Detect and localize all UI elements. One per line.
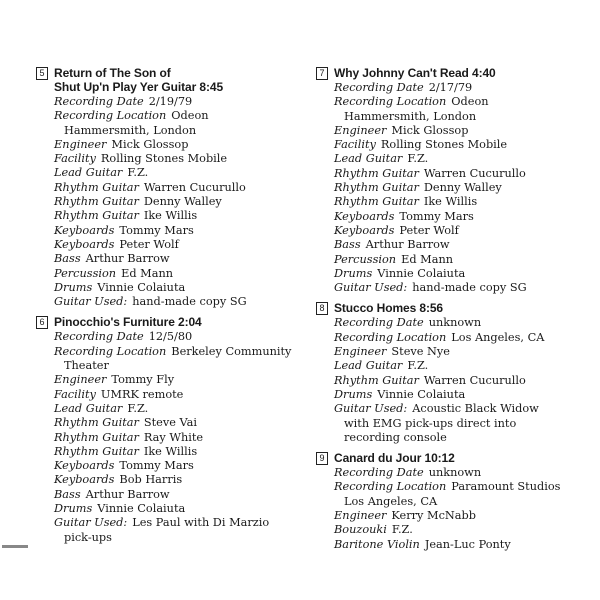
- credits-list: [36, 330, 292, 544]
- credit-value: Ike Willis: [423, 195, 478, 209]
- credit-role: Rhythm Guitar: [54, 430, 139, 444]
- credit-role: Recording Location: [334, 330, 447, 344]
- credit-value: hand-made copy SG: [132, 295, 247, 309]
- credit-line: [316, 281, 572, 295]
- track-title-line: Return of The Son of: [54, 66, 171, 80]
- credit-line: [316, 152, 572, 166]
- credit-value: Jean-Luc Ponty: [424, 537, 511, 551]
- credit-line: [316, 509, 572, 523]
- credit-value: Warren Cucurullo: [143, 180, 246, 194]
- track-title-line: Why Johnny Can't Read 4:40: [334, 66, 496, 80]
- credit-value: Steve Vai: [143, 416, 197, 430]
- credit-role: Percussion: [54, 266, 117, 280]
- credit-value: 12/5/80: [148, 330, 193, 344]
- credit-role: Recording Location: [54, 344, 167, 358]
- credit-value: unknown: [428, 316, 482, 330]
- credit-value: Bob Harris: [119, 473, 183, 487]
- credit-value: Ike Willis: [143, 444, 198, 458]
- credit-value: Peter Wolf: [399, 223, 459, 237]
- credit-line: [36, 431, 292, 445]
- credit-value: Vinnie Colaiuta: [97, 502, 186, 516]
- credit-role: Keyboards: [334, 209, 395, 223]
- credit-role: Recording Date: [54, 95, 144, 108]
- credit-role: Lead Guitar: [334, 152, 403, 166]
- track-6: [36, 315, 292, 544]
- track-header: [316, 451, 572, 465]
- credit-role: Recording Location: [334, 480, 447, 494]
- credit-role: Rhythm Guitar: [334, 166, 419, 180]
- credit-continuation: with EMG pick-ups direct into: [344, 416, 517, 430]
- credit-value: Kerry McNabb: [391, 509, 476, 523]
- credit-line: [36, 416, 292, 430]
- credit-role: Keyboards: [54, 459, 115, 473]
- track-title: [334, 66, 496, 80]
- track-title: [334, 451, 455, 465]
- credit-role: Rhythm Guitar: [54, 209, 139, 223]
- credit-value: Ike Willis: [143, 209, 198, 223]
- track-title-line: Pinocchio's Furniture 2:04: [54, 315, 202, 330]
- credit-role: Lead Guitar: [334, 359, 403, 373]
- credit-value: Vinnie Colaiuta: [377, 266, 466, 280]
- credit-role: Facility: [54, 152, 96, 166]
- credit-role: Keyboards: [54, 473, 115, 487]
- credit-value: F.Z.: [407, 359, 429, 373]
- credit-value: 2/17/79: [428, 81, 473, 94]
- credit-line: [36, 459, 292, 473]
- credit-line: [36, 295, 292, 309]
- credit-value: Tommy Mars: [119, 459, 194, 473]
- credit-line: [316, 138, 572, 152]
- credit-continuation: Hammersmith, London: [344, 109, 477, 123]
- credit-role: Engineer: [334, 123, 387, 137]
- credit-role: Rhythm Guitar: [334, 195, 419, 209]
- credit-role: Lead Guitar: [54, 401, 123, 415]
- credit-value: 2/19/79: [148, 95, 193, 108]
- credit-role: Facility: [54, 387, 96, 401]
- credit-value: unknown: [428, 466, 482, 480]
- credit-line: [36, 238, 292, 252]
- track-number-box: 8: [316, 302, 328, 315]
- credit-value: Denny Walley: [423, 181, 502, 195]
- credit-line: [316, 124, 572, 138]
- credit-value: Odeon: [171, 109, 209, 123]
- credit-role: Bass: [54, 252, 81, 266]
- credit-role: Recording Date: [334, 466, 424, 480]
- credit-line: [36, 181, 292, 195]
- credit-value: Ray White: [143, 430, 204, 444]
- credit-value: Ed Mann: [121, 266, 174, 280]
- credit-role: Rhythm Guitar: [334, 181, 419, 195]
- credit-line: [36, 388, 292, 402]
- credit-role: Engineer: [334, 345, 387, 359]
- credit-role: Drums: [54, 280, 93, 294]
- credit-value: Arthur Barrow: [85, 252, 170, 266]
- credit-value: Los Angeles, CA: [451, 330, 545, 344]
- credit-value: Odeon: [451, 95, 489, 109]
- credit-value: Paramount Studios: [451, 480, 561, 494]
- credit-role: Engineer: [54, 373, 107, 387]
- track-title: [54, 315, 202, 329]
- track-header: [316, 301, 572, 315]
- credit-line: [316, 374, 572, 388]
- credit-role: Facility: [334, 138, 376, 152]
- credit-role: Rhythm Guitar: [54, 195, 139, 209]
- credit-role: Bass: [54, 487, 81, 501]
- credit-role: Guitar Used:: [334, 402, 408, 416]
- credit-line: [316, 402, 572, 416]
- credit-line: [36, 373, 292, 387]
- credit-value: Steve Nye: [391, 345, 450, 359]
- credit-role: Rhythm Guitar: [334, 373, 419, 387]
- credits-list: [316, 81, 572, 295]
- track-5: [36, 66, 292, 309]
- credit-role: Guitar Used:: [54, 516, 128, 530]
- credit-line: [36, 330, 292, 344]
- credit-line: [316, 267, 572, 281]
- credit-role: Guitar Used:: [334, 281, 408, 295]
- track-title-line: Canard du Jour 10:12: [334, 451, 455, 466]
- credit-line: [36, 95, 292, 109]
- credit-line: [36, 209, 292, 223]
- credit-value: F.Z.: [127, 401, 149, 415]
- credit-role: Drums: [334, 266, 373, 280]
- credit-role: Keyboards: [54, 223, 115, 237]
- credit-role: Keyboards: [334, 223, 395, 237]
- credit-role: Recording Date: [54, 330, 144, 344]
- credits-list: [36, 95, 292, 309]
- credits-list: [316, 466, 572, 552]
- credit-line: [316, 359, 572, 373]
- credit-value: Tommy Fly: [111, 373, 175, 387]
- credit-value: Mick Glossop: [391, 123, 469, 137]
- credit-line: [36, 252, 292, 266]
- credit-role: Rhythm Guitar: [54, 416, 139, 430]
- credit-role: Bouzouki: [334, 523, 387, 537]
- track-8: [316, 301, 572, 445]
- credit-role: Drums: [334, 387, 373, 401]
- credit-value: Mick Glossop: [111, 137, 189, 151]
- credit-value: Tommy Mars: [399, 209, 474, 223]
- track-number-box: 6: [36, 316, 48, 329]
- credit-line: [36, 109, 292, 123]
- credit-line: [316, 210, 572, 224]
- credit-line: [36, 166, 292, 180]
- scan-edge-mark: [2, 545, 28, 548]
- track-header: [316, 66, 572, 80]
- credit-line: [316, 523, 572, 537]
- credit-role: Recording Location: [54, 109, 167, 123]
- credit-value: Acoustic Black Widow: [412, 402, 539, 416]
- credit-value: F.Z.: [391, 523, 413, 537]
- credit-line: [316, 538, 572, 552]
- credit-continuation: Hammersmith, London: [64, 123, 197, 137]
- credit-role: Guitar Used:: [54, 295, 128, 309]
- credit-line: [36, 267, 292, 281]
- credit-line: [316, 167, 572, 181]
- credit-value: Arthur Barrow: [85, 487, 170, 501]
- credit-continuation: pick-ups: [64, 530, 112, 544]
- credit-continuation: recording console: [344, 430, 447, 444]
- track-title-line: Shut Up'n Play Yer Guitar 8:45: [54, 80, 224, 94]
- credit-role: Lead Guitar: [54, 166, 123, 180]
- credit-role: Engineer: [54, 137, 107, 151]
- credit-value: Vinnie Colaiuta: [97, 280, 186, 294]
- left-column: [36, 66, 292, 551]
- track-title: [334, 301, 443, 315]
- credit-role: Engineer: [334, 509, 387, 523]
- track-7: [316, 66, 572, 295]
- credit-value: Warren Cucurullo: [423, 166, 526, 180]
- credit-value: hand-made copy SG: [412, 281, 527, 295]
- credit-line: [36, 195, 292, 209]
- credit-line: [316, 331, 572, 345]
- credit-value: Denny Walley: [143, 195, 222, 209]
- credit-line: [316, 253, 572, 267]
- credit-value: Les Paul with Di Marzio: [132, 516, 270, 530]
- credit-value: Rolling Stones Mobile: [100, 152, 228, 166]
- credit-line: [316, 181, 572, 195]
- track-number-box: 7: [316, 67, 328, 80]
- credit-line: [36, 402, 292, 416]
- credit-line: [36, 224, 292, 238]
- credit-line: [316, 316, 572, 330]
- track-header: [36, 66, 292, 94]
- credit-line: [316, 81, 572, 95]
- credit-value: Ed Mann: [401, 252, 454, 266]
- credit-line: [36, 516, 292, 530]
- credit-continuation: Theater: [64, 359, 109, 373]
- credit-line: [316, 95, 572, 109]
- credit-role: Rhythm Guitar: [54, 180, 139, 194]
- credit-line: [316, 345, 572, 359]
- credit-value: F.Z.: [407, 152, 429, 166]
- credit-value: Berkeley Community: [171, 344, 292, 358]
- credit-value: Vinnie Colaiuta: [377, 387, 466, 401]
- credit-line: [36, 445, 292, 459]
- credit-line: [316, 388, 572, 402]
- credit-value: UMRK remote: [100, 387, 184, 401]
- track-title-line: Stucco Homes 8:56: [334, 301, 444, 316]
- track-header: [36, 315, 292, 329]
- credit-value: Peter Wolf: [119, 237, 179, 251]
- credit-continuation: Los Angeles, CA: [344, 494, 438, 508]
- right-column: [316, 66, 572, 558]
- credit-value: Tommy Mars: [119, 223, 194, 237]
- track-number-box: 9: [316, 452, 328, 465]
- credit-role: Recording Date: [334, 316, 424, 330]
- credit-role: Percussion: [334, 252, 397, 266]
- credit-role: Keyboards: [54, 237, 115, 251]
- credit-role: Baritone Violin: [334, 537, 420, 551]
- track-9: [316, 451, 572, 552]
- credit-line: [36, 138, 292, 152]
- credit-line: [36, 502, 292, 516]
- credit-role: Bass: [334, 238, 361, 252]
- credit-line: [36, 345, 292, 359]
- credit-line: [316, 224, 572, 238]
- track-title: [54, 66, 223, 94]
- credit-line: [316, 195, 572, 209]
- credit-line: [36, 473, 292, 487]
- credits-list: [316, 316, 572, 445]
- credit-role: Drums: [54, 502, 93, 516]
- credit-line: [36, 281, 292, 295]
- credit-value: Warren Cucurullo: [423, 373, 526, 387]
- credit-role: Recording Location: [334, 95, 447, 109]
- credit-line: [36, 488, 292, 502]
- credit-line: [316, 466, 572, 480]
- credit-role: Recording Date: [334, 81, 424, 94]
- credit-line: [316, 238, 572, 252]
- credit-value: F.Z.: [127, 166, 149, 180]
- credit-value: Arthur Barrow: [365, 238, 450, 252]
- credit-value: Rolling Stones Mobile: [380, 138, 508, 152]
- credit-line: [316, 480, 572, 494]
- track-number-box: 5: [36, 67, 48, 80]
- credit-role: Rhythm Guitar: [54, 444, 139, 458]
- credit-line: [36, 152, 292, 166]
